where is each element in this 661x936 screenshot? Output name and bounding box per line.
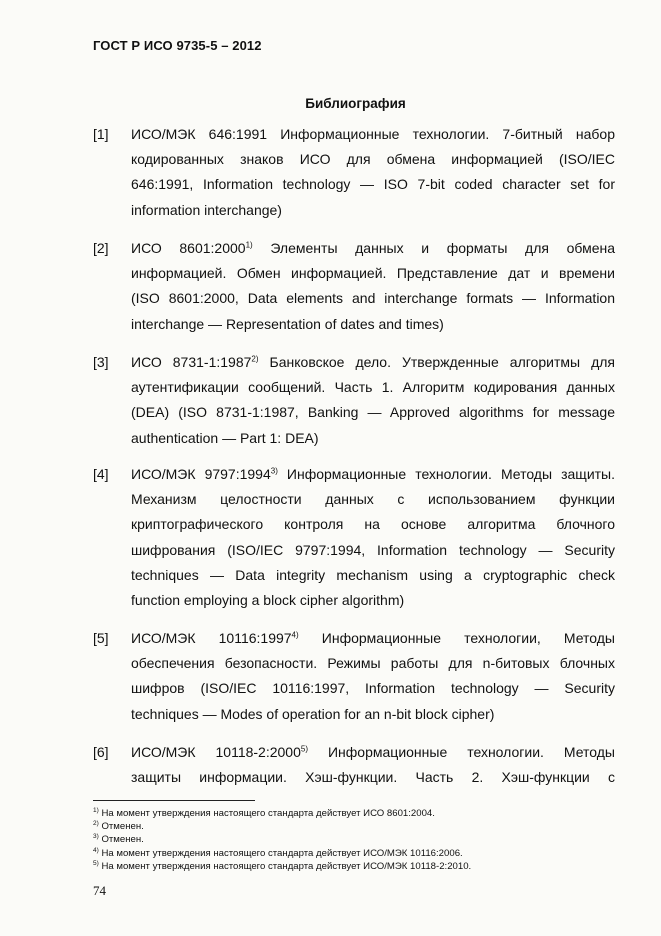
footnote-text: Отменен. (98, 821, 144, 833)
entry-line: techniques — Modes of operation for an n-bit block cipher) (131, 705, 495, 722)
bibliography-entry (93, 122, 615, 223)
entry-number: [4] (93, 466, 109, 482)
footnote (93, 847, 471, 860)
entry-number: [3] (93, 354, 109, 370)
footnote-ref: 2) (251, 354, 259, 364)
entry-text: Элементы данных и форматы для обмена (252, 240, 615, 256)
entry-line: защиты информации. Хэш-функции. Часть 2. Хэш-функции с (131, 769, 615, 786)
document-header: ГОСТ Р ИСО 9735-5 – 2012 (93, 38, 262, 53)
entry-line: аутентификации сообщений. Часть 1. Алгоритм кодирования данных (131, 379, 615, 396)
entry-line (131, 236, 615, 261)
footnote-mark: 1) (93, 806, 99, 814)
entry-number: [5] (93, 630, 109, 646)
entry-number: [2] (93, 240, 109, 256)
bibliography-entry (93, 626, 615, 727)
entry-designation: ИСО/МЭК 10118-2:2000 (131, 744, 301, 760)
entry-line: обеспечения безопасности. Режимы работы для n-битовых блочных (131, 655, 615, 672)
entry-line: 646:1991, Information technology — ISO 7-bit coded character set for (131, 176, 615, 193)
footnote-ref: 1) (245, 240, 253, 250)
footnote-ref: 5) (300, 744, 309, 754)
footnote-mark: 4) (93, 846, 99, 854)
entry-line: информацией. Обмен информацией. Представление дат и времени (131, 265, 615, 282)
entry-designation: ИСО 8731-1:1987 (131, 354, 252, 370)
entry-text: Информационные технологии, Методы (298, 630, 615, 646)
bibliography-entry (93, 462, 615, 613)
footnote (93, 860, 471, 873)
entry-line: interchange — Representation of dates and times) (131, 315, 444, 332)
section-title: Библиография (305, 96, 406, 111)
page-number: 74 (93, 883, 106, 898)
footnote-text: Отменен. (98, 834, 144, 846)
footnote-text: На момент утверждения настоящего стандарта действует ИСО 8601:2004. (98, 808, 435, 819)
entry-line: шифров (ISO/IEC 10116:1997, Information technology — Security (131, 680, 615, 697)
entry-designation: ИСО 8601:2000 (131, 240, 246, 256)
footnote-text: На момент утверждения настоящего стандарта действует ИСО/МЭК 10118-2:2010. (98, 860, 472, 872)
entry-text: Информационные технологии. Методы защиты. (277, 466, 615, 482)
entry-line: (ISO 8601:2000, Data elements and interchange formats — Information (131, 290, 615, 307)
entry-line (131, 740, 615, 765)
footnote (93, 833, 471, 846)
entry-line: шифрования (ISO/IEC 9797:1994, Information technology — Security (131, 541, 615, 558)
footnote-mark: 2) (93, 820, 99, 828)
entry-line: function employing a block cipher algorithm) (131, 592, 405, 608)
entry-text: Банковское дело. Утвержденные алгоритмы для (258, 354, 615, 370)
entry-line: (DEA) (ISO 8731-1:1987, Banking — Approved algorithms for message (131, 404, 615, 421)
entry-line: Механизм целостности данных с использованием функции (131, 491, 615, 508)
entry-number: [6] (93, 744, 109, 760)
footnotes (93, 807, 471, 873)
footnote-mark: 3) (93, 833, 99, 841)
entry-line (131, 462, 615, 487)
entry-line: ИСО/МЭК 646:1991 Информационные технологии. 7-битный набор (131, 126, 615, 142)
footnote-ref: 4) (291, 630, 299, 640)
footnote (93, 807, 471, 820)
entry-text: Информационные технологии. Методы (308, 744, 615, 760)
entry-line (131, 626, 615, 651)
entry-line: techniques — Data integrity mechanism using a cryptographic check (131, 566, 615, 583)
entry-designation: ИСО/МЭК 9797:1994 (131, 466, 271, 482)
entry-line: information interchange) (131, 201, 282, 218)
footnote-text: На момент утверждения настоящего стандарта действует ИСО/МЭК 10116:2006. (98, 847, 463, 859)
entry-designation: ИСО/МЭК 10116:1997 (131, 630, 292, 646)
footnote (93, 820, 471, 833)
entry-line: криптографического контроля на основе алгоритма блочного (131, 516, 615, 533)
entry-number: [1] (93, 126, 109, 142)
entry-line: authentication — Part 1: DEA) (131, 429, 319, 446)
bibliography-entry (93, 740, 615, 790)
footnote-ref: 3) (270, 466, 278, 476)
entry-line (131, 350, 615, 375)
bibliography-entry (93, 350, 615, 451)
footnote-mark: 5) (93, 859, 99, 867)
bibliography-entry (93, 236, 615, 337)
entry-line: кодированных знаков ИСО для обмена информацией (ISO/IEC (131, 151, 615, 168)
footnote-divider (93, 800, 255, 801)
